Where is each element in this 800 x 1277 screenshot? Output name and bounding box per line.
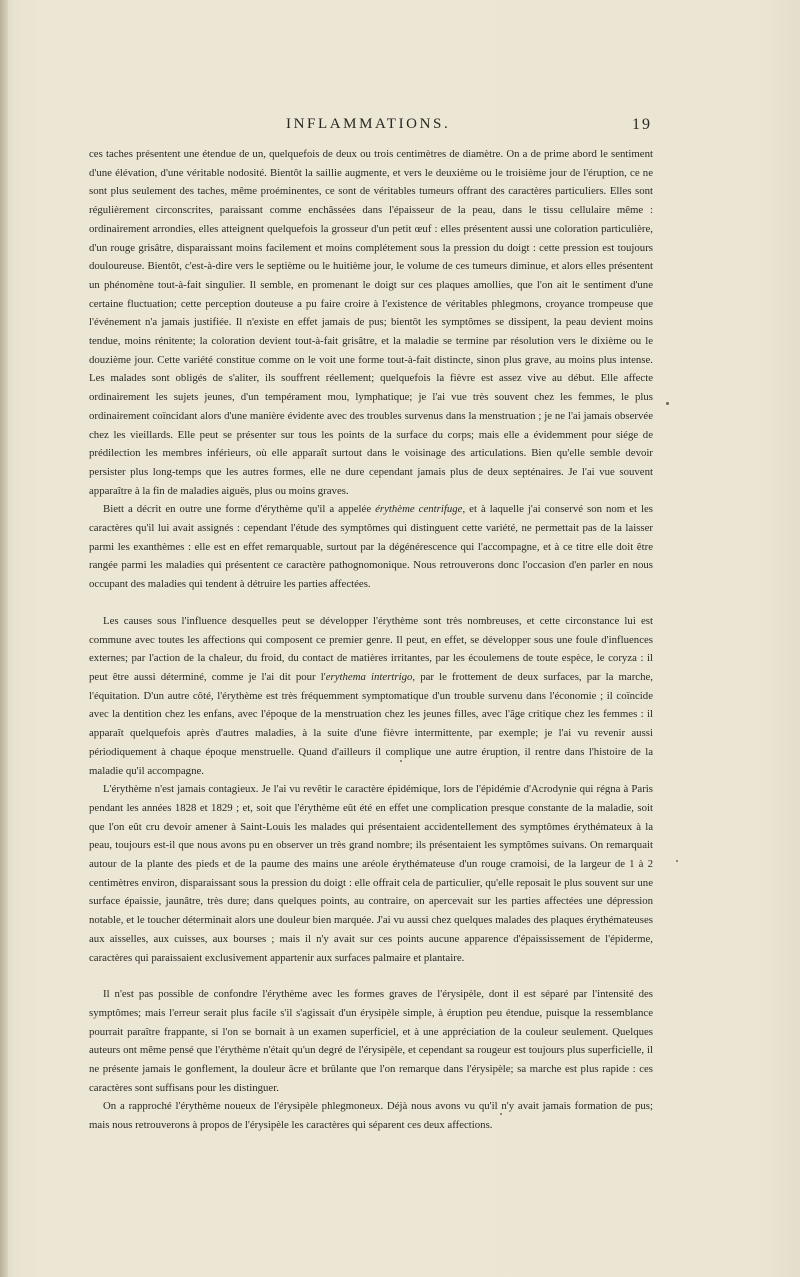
paragraph-3-part-1: Les causes sous l'influence desquelles peut se développer l'érythème sont très nombreuses, et cette circonstance lui est commune avec toutes les affections qui composent ce premier genre. Il peut, en effet, se développer sous une foule d'influences externes; par l'action de la chaleur, du froid, du contact de matières irritantes, par les écoulemens de toute espèce, le coryza : il peut être aussi déterminé, comme je l'ai dit pour l' bbox=[89, 614, 653, 683]
page-spine-shadow bbox=[0, 0, 8, 1277]
term-erythema-intertrigo: erythema intertrigo bbox=[325, 670, 413, 683]
paragraph-3-part-2: , par le frottement de deux surfaces, par la marche, l'équitation. D'un autre côté, l'érythème est très fréquemment symptomatique d'un trouble survenu dans l'économie ; il coïncide avec la dentition chez les enfans, avec l'époque de la menstruation chez les jeunes filles, avec l'âge critique chez les femmes : il apparaît quelquefois après d'autres maladies, à la suite d'une fièvre intermittente, par exemple; je l'ai vu revenir aussi périodiquement à chaque époque menstruelle. Quand d'ailleurs il complique une autre éruption, il rentre dans l'histoire de la maladie qu'il accompagne. bbox=[89, 670, 653, 777]
running-header bbox=[0, 116, 800, 136]
paragraph-1: ces taches présentent une étendue de un, quelquefois de deux ou trois centimètres de diamètre. On a de prime abord le sentiment d'une élévation, d'une véritable nodosité. Bientôt la saillie augmente, et vers le deuxième ou le troisième jour de l'éruption, ce ne sont plus seulement des taches, même proéminentes, ce sont de véritables tumeurs offrant des caractères particuliers. Elles sont régulièrement circonscrites, paraissant comme enchâssées dans l'épaisseur de la peau, dans le tissu cellulaire même : ordinairement arrondies, elles atteignent quelquefois la grosseur d'un petit œuf : elles présentent aussi une coloration particulière, d'un rouge grisâtre, disparaissant moins facilement et moins complétement sous la pression du doigt : cette pression est toujours douloureuse. Bientôt, c'est-à-dire vers le septième ou le huitième jour, le volume de ces tumeurs diminue, et alors elles présentent un phénomène tout-à-fait singulier. Il semble, en promenant le doigt sur ces plaques amollies, que l'on ait le sentiment d'une certaine fluctuation; cette perception douteuse a pu faire croire à l'existence de véritables phlegmons, croyance trompeuse que l'événement n'a jamais justifiée. Il n'existe en effet jamais de pus; bientôt les symptômes se dissipent, la peau devient moins tendue, moins rénitente; la coloration devient tout-à-fait grisâtre, et la maladie se termine par résolution vers le dixième ou le douzième jour. Cette variété constitue comme on le voit une forme tout-à-fait distincte, sinon plus grave, au moins plus intense. Les malades sont obligés de s'aliter, ils souffrent réellement; quelquefois la fièvre est assez vive au début. Elle affecte ordinairement les sujets jeunes, d'un tempérament mou, lymphatique; je l'ai vue très souvent chez les femmes, le plus ordinairement coïncidant alors d'une manière évidente avec des troubles survenus dans la menstruation ; je ne l'ai jamais observée chez les vieillards. Elle peut se présenter sur tous les points de la surface du corps; mais elle a évidemment pour siége de prédilection les membres inférieurs, où elle apparaît surtout dans le voisinage des articulations. Bien qu'elle semble devoir persister plus long-temps que les autres formes, elle ne dure cependant jamais plus de deux septénaires. Je l'ai vue souvent apparaître à la fin de maladies aiguës, plus ou moins graves. bbox=[89, 148, 653, 497]
term-erytheme-centrifuge: érythème centrifuge bbox=[375, 503, 463, 516]
paragraph-4: L'érythème n'est jamais contagieux. Je l'ai vu revêtir le caractère épidémique, lors de l'épidémie d'Acrodynie qui régna à Paris pendant les années 1828 et 1829 ; et, soit que l'érythème eût été en effet une complication presque constante de la maladie, soit que l'on eût cru devoir amener à Saint-Louis les malades qui présentaient accidentellement des symptômes érythémateux à la peau, toujours est-il que nous avons pu en observer un très grand nombre; ils présentaient les symptômes suivans. On remarquait autour de la plante des pieds et de la paume des mains une aréole érythémateuse d'un rouge cramoisi, de la largeur de 1 à 2 centimètres environ, disparaissant sous la pression du doigt : elle offrait cela de particulier, qu'elle reposait le plus souvent sur une surface épaissie, jaunâtre, très dure; dans quelques points, au contraire, on apercevait sur les parties affectées une dépression notable, et le toucher déterminait alors une douleur bien marquée. J'ai vu aussi chez quelques malades des plaques érythémateuses aux aisselles, aux cuisses, aux bourses ; mais il n'y avait sur ces points aucune apparence d'épaississement de l'épiderme, caractères qui paraissaient exclusivement appartenir aux surfaces palmaire et plantaire. bbox=[89, 783, 653, 964]
paragraph-3 bbox=[89, 612, 653, 780]
paper-speck bbox=[400, 760, 402, 762]
paragraph-2-part-2: , et à laquelle j'ai conservé son nom et les caractères qu'il lui avait assignés : cependant l'étude des symptômes qui distinguent cette variété, ne permettait pas de la laisser parmi les exanthèmes : elle est en effet remarquable, surtout par la dégénérescence qui l'accompagne, et à ce titre elle doit être rangée parmi les maladies qui présentent ce caractère pathognomonique. Nous retrouverons donc l'occasion d'en parler en nous occupant des maladies qui tendent à détruire les parties affectées. bbox=[89, 503, 653, 591]
paper-speck bbox=[500, 1113, 502, 1115]
paper-speck bbox=[676, 860, 678, 862]
running-title: INFLAMMATIONS. bbox=[286, 116, 451, 132]
paragraph-6: On a rapproché l'érythème noueux de l'érysipèle phlegmoneux. Déjà nous avons vu qu'il n'y avait jamais formation de pus; mais nous retrouverons à propos de l'érysipèle les caractères qui séparent ces deux affections. bbox=[89, 1100, 653, 1132]
body-text bbox=[89, 145, 653, 1135]
paragraph-2 bbox=[89, 500, 653, 594]
paragraph-5: Il n'est pas possible de confondre l'érythème avec les formes graves de l'érysipèle, dont il est séparé par l'intensité des symptômes; mais l'erreur serait plus facile s'il s'agissait d'un érysipèle simple, à éruption peu étendue, puisque la ressemblance pourrait paraître frappante, si l'on se bornait à un examen superficiel, et à une appréciation de la couleur seulement. Quelques auteurs ont même pensé que l'érythème n'était qu'un degré de l'érysipèle, et cependant sa rougeur est toujours plus superficielle, il ne présente jamais le gonflement, la douleur âcre et brûlante que l'on remarque dans l'érysipèle; sa marche est plus rapide : ces caractères sont suffisans pour les distinguer. bbox=[89, 988, 653, 1094]
paragraph-2-part-1: Biett a décrit en outre une forme d'érythème qu'il a appelée bbox=[103, 503, 372, 516]
paper-speck bbox=[666, 402, 669, 405]
page-number: 19 bbox=[632, 116, 652, 133]
